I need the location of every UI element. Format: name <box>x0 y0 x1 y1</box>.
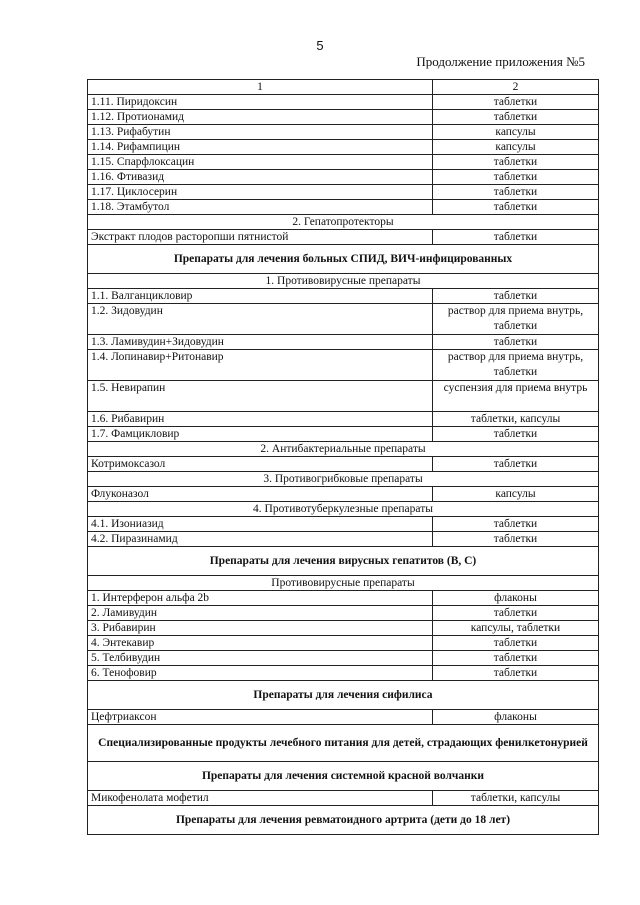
dosage-form-cell: таблетки <box>433 666 599 681</box>
dosage-form-cell: таблетки <box>433 651 599 666</box>
drug-name-cell: 1.1. Валганцикловир <box>88 289 433 304</box>
table-row <box>88 350 599 381</box>
column-header-1: 1 <box>88 80 433 95</box>
table-row <box>88 621 599 636</box>
section-heading: Препараты для лечения ревматоидного артрита (дети до 18 лет) <box>88 806 599 835</box>
section-heading-row <box>88 725 599 762</box>
dosage-form-cell: капсулы <box>433 487 599 502</box>
drug-name-cell: 1.18. Этамбутол <box>88 200 433 215</box>
drug-name-cell: 1.13. Рифабутин <box>88 125 433 140</box>
medication-table <box>87 79 599 835</box>
dosage-form-cell: раствор для приема внутрь, таблетки <box>433 304 599 335</box>
table-row <box>88 427 599 442</box>
drug-name-cell: 1.11. Пиридоксин <box>88 95 433 110</box>
subsection-heading: 3. Противогрибковые препараты <box>88 472 599 487</box>
subsection-heading: 1. Противовирусные препараты <box>88 274 599 289</box>
subsection-heading-row <box>88 274 599 289</box>
table-row <box>88 457 599 472</box>
dosage-form-cell: капсулы <box>433 125 599 140</box>
dosage-form-cell: таблетки <box>433 532 599 547</box>
section-heading: Специализированные продукты лечебного питания для детей, страдающих фенилкетонурией <box>88 725 599 762</box>
drug-name-cell: Цефтриаксон <box>88 710 433 725</box>
dosage-form-cell: флаконы <box>433 591 599 606</box>
column-header-2: 2 <box>433 80 599 95</box>
dosage-form-cell: таблетки <box>433 289 599 304</box>
drug-name-cell: 1.15. Спарфлоксацин <box>88 155 433 170</box>
drug-name-cell: 1.2. Зидовудин <box>88 304 433 335</box>
drug-name-cell: 3. Рибавирин <box>88 621 433 636</box>
subsection-heading-row <box>88 502 599 517</box>
drug-name-cell: 4.2. Пиразинамид <box>88 532 433 547</box>
section-heading: Препараты для лечения вирусных гепатитов (В, С) <box>88 547 599 576</box>
table-row <box>88 710 599 725</box>
drug-name-cell: 4.1. Изониазид <box>88 517 433 532</box>
subsection-heading-row <box>88 472 599 487</box>
table-row <box>88 791 599 806</box>
drug-name-cell: 1.16. Фтивазид <box>88 170 433 185</box>
table-row <box>88 381 599 412</box>
drug-name-cell: 5. Телбивудин <box>88 651 433 666</box>
continuation-label: Продолжение приложения №5 <box>416 54 585 69</box>
table-row <box>88 487 599 502</box>
drug-name-cell: 1.14. Рифампицин <box>88 140 433 155</box>
table-header-row <box>88 80 599 95</box>
subsection-heading: Противовирусные препараты <box>88 576 599 591</box>
dosage-form-cell: таблетки <box>433 230 599 245</box>
section-heading: Препараты для лечения системной красной волчанки <box>88 762 599 791</box>
dosage-form-cell: таблетки, капсулы <box>433 412 599 427</box>
table-row <box>88 412 599 427</box>
table-row <box>88 304 599 335</box>
dosage-form-cell: таблетки <box>433 335 599 350</box>
table-row <box>88 606 599 621</box>
dosage-form-cell: капсулы, таблетки <box>433 621 599 636</box>
drug-name-cell: 1.12. Протионамид <box>88 110 433 125</box>
dosage-form-cell: суспензия для приема внутрь <box>433 381 599 412</box>
drug-name-cell: 1.7. Фамцикловир <box>88 427 433 442</box>
dosage-form-cell: таблетки <box>433 517 599 532</box>
table-row <box>88 636 599 651</box>
drug-name-cell: 1.4. Лопинавир+Ритонавир <box>88 350 433 381</box>
dosage-form-cell: таблетки <box>433 457 599 472</box>
table-row <box>88 532 599 547</box>
subsection-heading: 2. Антибактериальные препараты <box>88 442 599 457</box>
table-row <box>88 140 599 155</box>
dosage-form-cell: таблетки <box>433 606 599 621</box>
table-row <box>88 125 599 140</box>
table-row <box>88 666 599 681</box>
section-heading: Препараты для лечения больных СПИД, ВИЧ-инфицированных <box>88 245 599 274</box>
drug-name-cell: 6. Тенофовир <box>88 666 433 681</box>
table-row <box>88 170 599 185</box>
dosage-form-cell: таблетки <box>433 427 599 442</box>
dosage-form-cell: таблетки <box>433 200 599 215</box>
table-row <box>88 230 599 245</box>
table-row <box>88 517 599 532</box>
section-heading: Препараты для лечения сифилиса <box>88 681 599 710</box>
table-body <box>88 80 599 835</box>
table-row <box>88 591 599 606</box>
section-heading-row <box>88 681 599 710</box>
subsection-heading: 2. Гепатопротекторы <box>88 215 599 230</box>
subsection-heading-row <box>88 442 599 457</box>
subsection-heading-row <box>88 576 599 591</box>
table-row <box>88 289 599 304</box>
drug-name-cell: Флуконазол <box>88 487 433 502</box>
dosage-form-cell: таблетки <box>433 95 599 110</box>
section-heading-row <box>88 806 599 835</box>
subsection-heading: 4. Противотуберкулезные препараты <box>88 502 599 517</box>
section-heading-row <box>88 547 599 576</box>
drug-name-cell: Экстракт плодов расторопши пятнистой <box>88 230 433 245</box>
dosage-form-cell: капсулы <box>433 140 599 155</box>
subsection-heading-row <box>88 215 599 230</box>
dosage-form-cell: таблетки <box>433 155 599 170</box>
table-row <box>88 110 599 125</box>
table-row <box>88 185 599 200</box>
drug-name-cell: 1. Интерферон альфа 2b <box>88 591 433 606</box>
dosage-form-cell: таблетки <box>433 170 599 185</box>
drug-name-cell: 1.6. Рибавирин <box>88 412 433 427</box>
drug-name-cell: Микофенолата мофетил <box>88 791 433 806</box>
drug-name-cell: 4. Энтекавир <box>88 636 433 651</box>
dosage-form-cell: таблетки <box>433 110 599 125</box>
table-row <box>88 95 599 110</box>
section-heading-row <box>88 245 599 274</box>
dosage-form-cell: флаконы <box>433 710 599 725</box>
table-row <box>88 155 599 170</box>
drug-name-cell: Котримоксазол <box>88 457 433 472</box>
drug-name-cell: 2. Ламивудин <box>88 606 433 621</box>
dosage-form-cell: раствор для приема внутрь, таблетки <box>433 350 599 381</box>
drug-name-cell: 1.17. Циклосерин <box>88 185 433 200</box>
page-number: 5 <box>316 38 324 53</box>
table-row <box>88 651 599 666</box>
dosage-form-cell: таблетки <box>433 636 599 651</box>
drug-name-cell: 1.3. Ламивудин+Зидовудин <box>88 335 433 350</box>
table-row <box>88 335 599 350</box>
dosage-form-cell: таблетки <box>433 185 599 200</box>
section-heading-row <box>88 762 599 791</box>
dosage-form-cell: таблетки, капсулы <box>433 791 599 806</box>
drug-name-cell: 1.5. Невирапин <box>88 381 433 412</box>
table-row <box>88 200 599 215</box>
